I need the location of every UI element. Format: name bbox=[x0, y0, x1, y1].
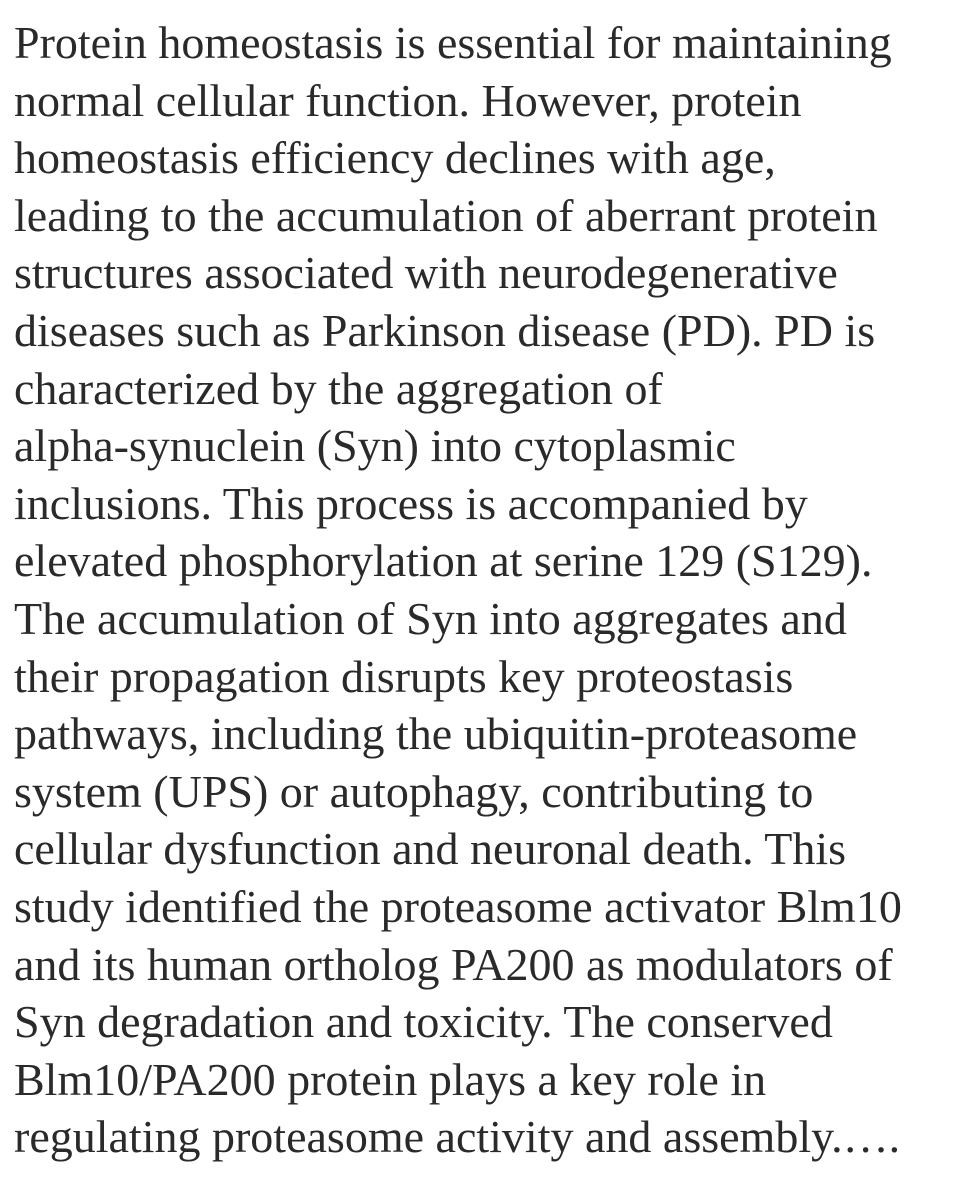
text-line: characterized by the aggregation of bbox=[14, 362, 663, 414]
text-line: cellular dysfunction and neuronal death. This bbox=[14, 823, 847, 875]
text-line: elevated phosphorylation at serine 129 (S129). bbox=[14, 535, 873, 587]
text-line: pathways, including the ubiquitin-proteasome bbox=[14, 708, 858, 760]
text-line: homeostasis efficiency declines with age, bbox=[14, 132, 776, 184]
text-line: Syn degradation and toxicity. The conserved bbox=[14, 996, 833, 1048]
text-line: their propagation disrupts key proteostasis bbox=[14, 650, 794, 702]
text-line: normal cellular function. However, protein bbox=[14, 74, 802, 126]
text-line: regulating proteasome activity and assembly.…. bbox=[14, 1111, 901, 1163]
abstract-paragraph bbox=[14, 14, 954, 1166]
text-line: and its human ortholog PA200 as modulators of bbox=[14, 938, 893, 990]
text-line: alpha-synuclein (Syn) into cytoplasmic bbox=[14, 420, 736, 472]
text-line: Blm10/PA200 protein plays a key role in bbox=[14, 1053, 767, 1105]
text-line: study identified the proteasome activator Blm10 bbox=[14, 880, 902, 932]
text-line: leading to the accumulation of aberrant protein bbox=[14, 189, 878, 241]
text-line: diseases such as Parkinson disease (PD). PD is bbox=[14, 304, 876, 356]
text-line: system (UPS) or autophagy, contributing to bbox=[14, 765, 814, 817]
text-line: inclusions. This process is accompanied by bbox=[14, 477, 808, 529]
text-line: The accumulation of Syn into aggregates and bbox=[14, 592, 847, 644]
text-line: structures associated with neurodegenerative bbox=[14, 247, 838, 299]
text-line: Protein homeostasis is essential for maintaining bbox=[14, 17, 892, 68]
